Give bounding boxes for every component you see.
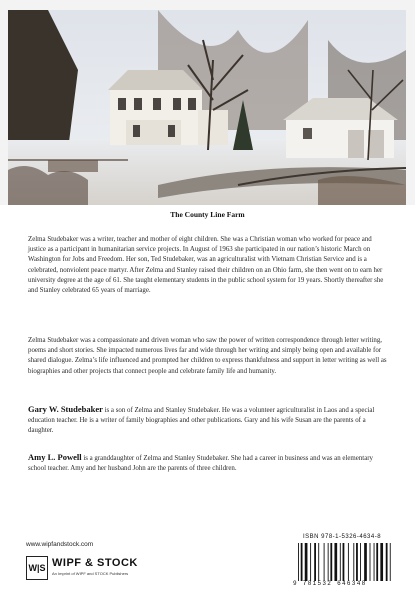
author-bio-amy xyxy=(28,452,388,474)
author-name: Gary W. Studebaker xyxy=(28,404,103,414)
farm-photo xyxy=(8,10,406,205)
publisher-tagline: An Imprint of WIPF and STOCK Publishers xyxy=(52,571,129,576)
author-bio-text: is a granddaughter of Zelma and Stanley Studebaker. She had a career in business and was an elementary school teacher. Amy and her husband John are the parents of three children. xyxy=(28,455,374,472)
publisher-name: WIPF & STOCK xyxy=(52,557,138,569)
author-name: Amy L. Powell xyxy=(28,452,82,462)
publisher-url: www.wipfandstock.com xyxy=(26,541,94,548)
description-paragraph-2: Zelma Studebaker was a compassionate and driven woman who saw the power of written correspondence through letter writing, poems and short stories. She impacted numerous lives far and wide through her writing and simply being open and available for shared dialogue. Zelma’s life influenced and prompted her children to express thankfulness and support in letter writing as well as biographies and other projects that connect people and celebrate family life and humanity. xyxy=(28,337,387,375)
barcode-digits: 9 781532 646348 xyxy=(293,580,367,587)
publisher-logo-mark: W|S xyxy=(26,556,48,580)
publisher-logo xyxy=(26,556,176,582)
description-paragraph-1: Zelma Studebaker was a writer, teacher and mother of eight children. She was a Christian woman who worked for peace and justice as a participant in humanitarian service projects. In August of 1963 she participated in our nation’s historic March on Washington for Jobs and Freedom. Her son, Ted Studebaker, was an agriculturalist with Vietnam Christian Service and is a celebrated, nonviolent peace martyr. After Zelma and Stanley raised their children on an Ohio farm, she then went on to earn her university degree at the age of 61. She taught elementary students in the public school system for 19 years. Shortly thereafter she and Stanley celebrated 65 years of marriage. xyxy=(28,236,384,295)
cover-photo-area xyxy=(0,0,415,205)
author-bio-text: is a son of Zelma and Stanley Studebaker. He was a volunteer agriculturalist in Laos and a special education teacher. He is a writer of family biographies and other publications. Gary and his wife Susan are the parents of a daughter. xyxy=(28,407,375,434)
photo-caption: The County Line Farm xyxy=(170,210,245,219)
author-bio-gary xyxy=(28,404,388,436)
isbn-barcode-block xyxy=(293,533,405,590)
barcode-graphic xyxy=(295,543,403,581)
isbn-label: ISBN 978-1-5326-4634-8 xyxy=(303,534,382,540)
